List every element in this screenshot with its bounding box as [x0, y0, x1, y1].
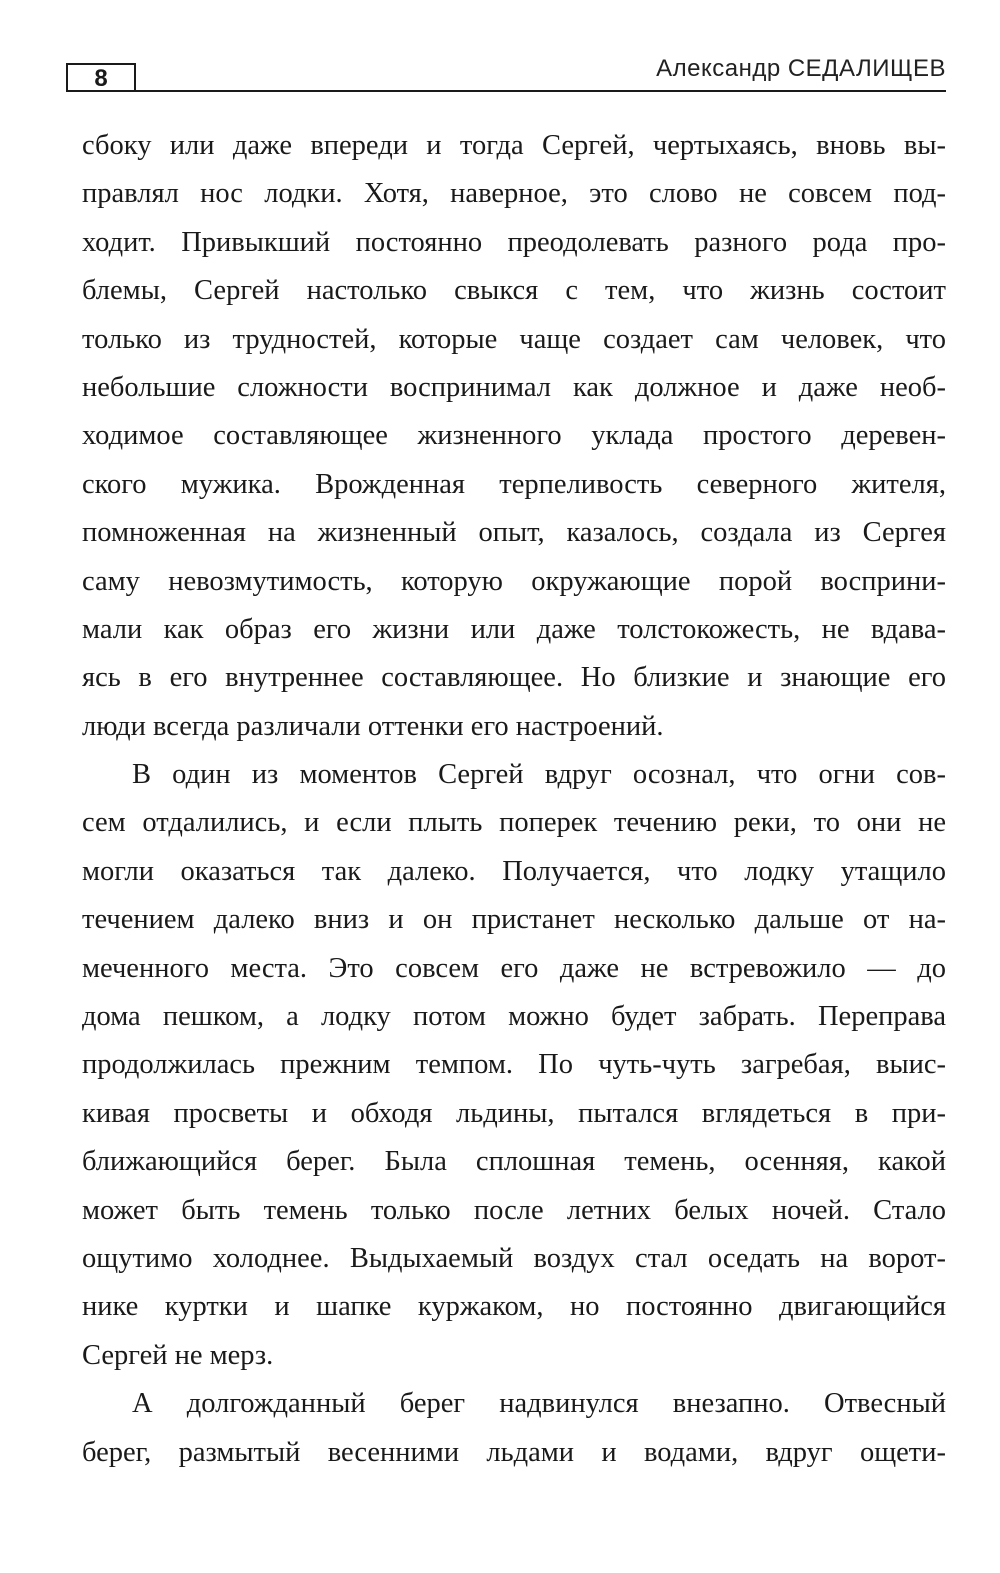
text-line: только из трудностей, которые чаще создает сам человек, что	[82, 323, 946, 355]
text-line: Сергей не мерз.	[82, 1339, 274, 1371]
text-line: люди всегда различали оттенки его настроений.	[82, 710, 664, 742]
text-line: ского мужика. Врожденная терпеливость северного жителя,	[82, 468, 946, 500]
text-line: меченного места. Это совсем его даже не встревожило — до	[82, 952, 946, 984]
text-line: может быть темень только после летних белых ночей. Стало	[82, 1194, 946, 1226]
text-line: могли оказаться так далеко. Получается, что лодку утащило	[82, 855, 946, 887]
text-line: дома пешком, а лодку потом можно будет забрать. Переправа	[82, 1001, 946, 1033]
header-rule	[66, 90, 946, 92]
text-line: мали как образ его жизни или даже толстокожесть, не вдава-	[82, 613, 946, 645]
text-line: течением далеко вниз и он пристанет несколько дальше от на-	[82, 904, 946, 936]
text-line: сем отдалились, и если плыть поперек течению реки, то они не	[82, 807, 946, 839]
text-line: саму невозмутимость, которую окружающие порой восприни-	[82, 565, 946, 597]
text-line: А долгожданный берег надвинулся внезапно. Отвесный	[132, 1388, 946, 1420]
author-name: Александр СЕДАЛИЩЕВ	[656, 55, 946, 82]
text-line: небольшие сложности воспринимал как должное и даже необ-	[82, 371, 946, 403]
text-line: ходит. Привыкший постоянно преодолевать разного рода про-	[82, 226, 946, 258]
paragraph	[82, 122, 946, 751]
text-line: сбоку или даже впереди и тогда Сергей, чертыхаясь, вновь вы-	[82, 130, 946, 161]
text-line: ощутимо холоднее. Выдыхаемый воздух стал оседать на ворот-	[82, 1242, 946, 1274]
running-head	[66, 55, 946, 95]
text-line: В один из моментов Сергей вдруг осознал, что огни сов-	[132, 759, 946, 791]
text-line: правлял нос лодки. Хотя, наверное, это слово не совсем под-	[82, 178, 946, 210]
text-line: кивая просветы и обходя льдины, пытался вглядеться в при-	[82, 1097, 946, 1129]
text-line: берег, размытый весенними льдами и водами, вдруг ощети-	[82, 1436, 946, 1468]
body-text	[82, 122, 946, 1477]
paragraph	[82, 751, 946, 1380]
text-line: блемы, Сергей настолько свыкся с тем, что жизнь состоит	[82, 275, 946, 307]
text-line: нике куртки и шапке куржаком, но постоянно двигающийся	[82, 1291, 946, 1323]
text-line: продолжилась прежним темпом. По чуть-чуть загребая, выис-	[82, 1049, 946, 1081]
paragraph	[82, 1380, 946, 1477]
text-line: помноженная на жизненный опыт, казалось, создала из Сергея	[82, 517, 946, 549]
text-line: ходимое составляющее жизненного уклада простого деревен-	[82, 420, 946, 452]
text-line: ближающийся берег. Была сплошная темень, осенняя, какой	[82, 1146, 946, 1178]
text-line: ясь в его внутреннее составляющее. Но близкие и знающие его	[82, 662, 946, 694]
page-number: 8	[66, 63, 136, 91]
